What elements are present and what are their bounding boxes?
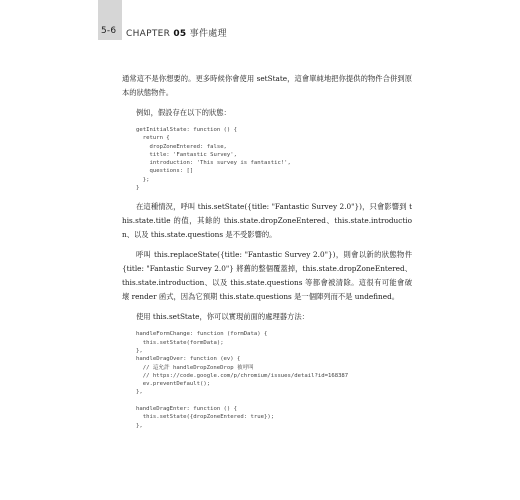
code-block-handlers: handleFormChange: function (formData) { this.setState(formData); }, handleDragOver: function (ev) { // 這允許 handleDropZoneDrop 被呼叫 // https://code.google.com/p/chromium/issues/detail?id=168387 ev.preventDefault(); }, handleDragEnter: function () { this.setState({dropZoneEntered: true}); }, xyxy=(136,331,349,429)
paragraph-4: 呼叫 this.replaceState({title: "Fantastic Survey 2.0"})，則會以新的狀態物件 {title: "Fantastic Survey 2.0"} 將舊的整個覆蓋掉，this.state.dropZoneEntered、this.state.introduction、以及 this.state.questions 等都會被清除。這很有可能會破壞 render 函式，因為它預期 this.state.questions 是一個陣列而不是 undefined。 xyxy=(122,250,412,302)
paragraph-3: 在這種情況，呼叫 this.setState({title: "Fantastic Survey 2.0"})，只會影響到 this.state.title 的值，其餘的 this.state.dropZoneEntered、this.state.introduction、以及 this.state.questions 是不受影響的。 xyxy=(122,202,412,240)
page-body xyxy=(122,72,412,438)
paragraph-2: 例如，假設存在以下的狀態： xyxy=(136,108,231,117)
page-header xyxy=(0,0,520,52)
chapter-prefix: CHAPTER xyxy=(126,29,171,39)
page-number: 5-6 xyxy=(101,26,117,36)
paragraph-1: 通常這不是你想要的。更多時候你會使用 setState，這會單純地把你提供的物件合併到原本的狀態物件。 xyxy=(122,74,412,97)
running-header xyxy=(126,26,227,39)
chapter-title: 事件處理 xyxy=(189,29,227,39)
code-block-initial-state: getInitialState: function () { return { dropZoneEntered: false, title: 'Fantastic Survey', introduction: 'This survey is fantastic!', questions: [] }; } xyxy=(136,127,291,192)
paragraph-5: 使用 this.setState，你可以實現前面的處理器方法： xyxy=(136,312,309,322)
chapter-number: 05 xyxy=(173,29,187,39)
